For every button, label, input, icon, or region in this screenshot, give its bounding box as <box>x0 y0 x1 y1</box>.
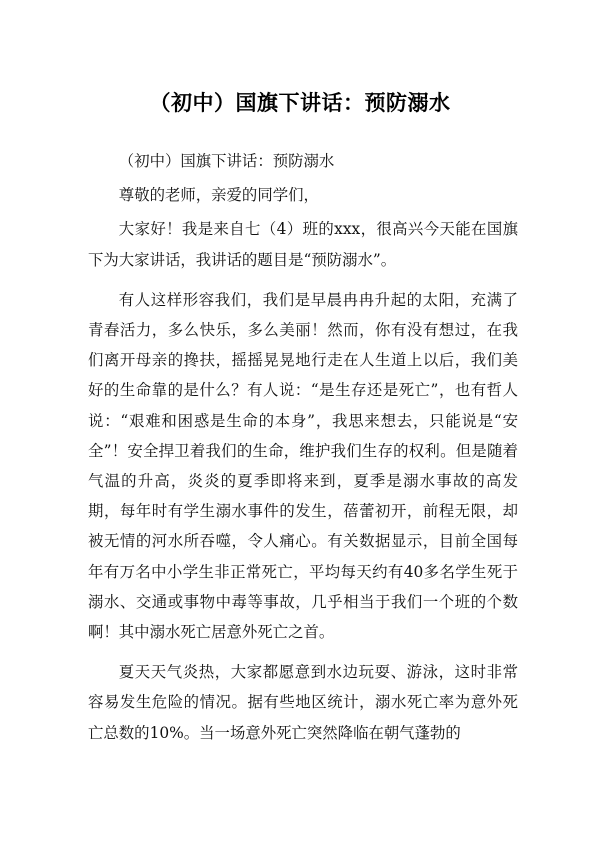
paragraph-intro: 大家好！我是来自七（4）班的xxx，很高兴今天能在国旗下为大家讲话，我讲话的题目是“预防溺水”。 <box>88 220 518 269</box>
salutation: 尊敬的老师，亲爱的同学们， <box>118 186 319 205</box>
document-title: （初中）国旗下讲话：预防溺水 <box>149 91 451 116</box>
paragraph-safety: 有人这样形容我们，我们是早晨冉冉升起的太阳，充满了青春活力，多么快乐，多么美丽！然而，你有没有想过，在我们离开母亲的搀扶，摇摇晃晃地行走在人生道上以后，我们美好的生命靠的是什么？有人说：“是生存还是死亡”，也有哲人说：“艰难和困惑是生命的本身”，我思来想去，只能说是“安全”！安全捍卫着我们的生命，维护我们生存的权利。但是随着气温的升高，炎炎的夏季即将来到，夏季是溺水事故的高发期，每年时有学生溺水事件的发生，蓓蕾初开，前程无限，却被无情的河水所吞噬，令人痛心。有关数据显示，目前全国每年有万名中小学生非正常死亡，平均每天约有40多名学生死于溺水、交通或事物中毒等事故，几乎相当于我们一个班的个数啊！其中溺水死亡居意外死亡之首。 <box>88 290 518 642</box>
paragraph-summer: 夏天天气炎热，大家都愿意到水边玩耍、游泳，这时非常容易发生危险的情况。据有些地区统计，溺水死亡率为意外死亡总数的10%。当一场意外死亡突然降临在朝气蓬勃的 <box>88 663 518 742</box>
document-subtitle: （初中）国旗下讲话：预防溺水 <box>118 152 335 170</box>
document-body <box>88 146 518 758</box>
